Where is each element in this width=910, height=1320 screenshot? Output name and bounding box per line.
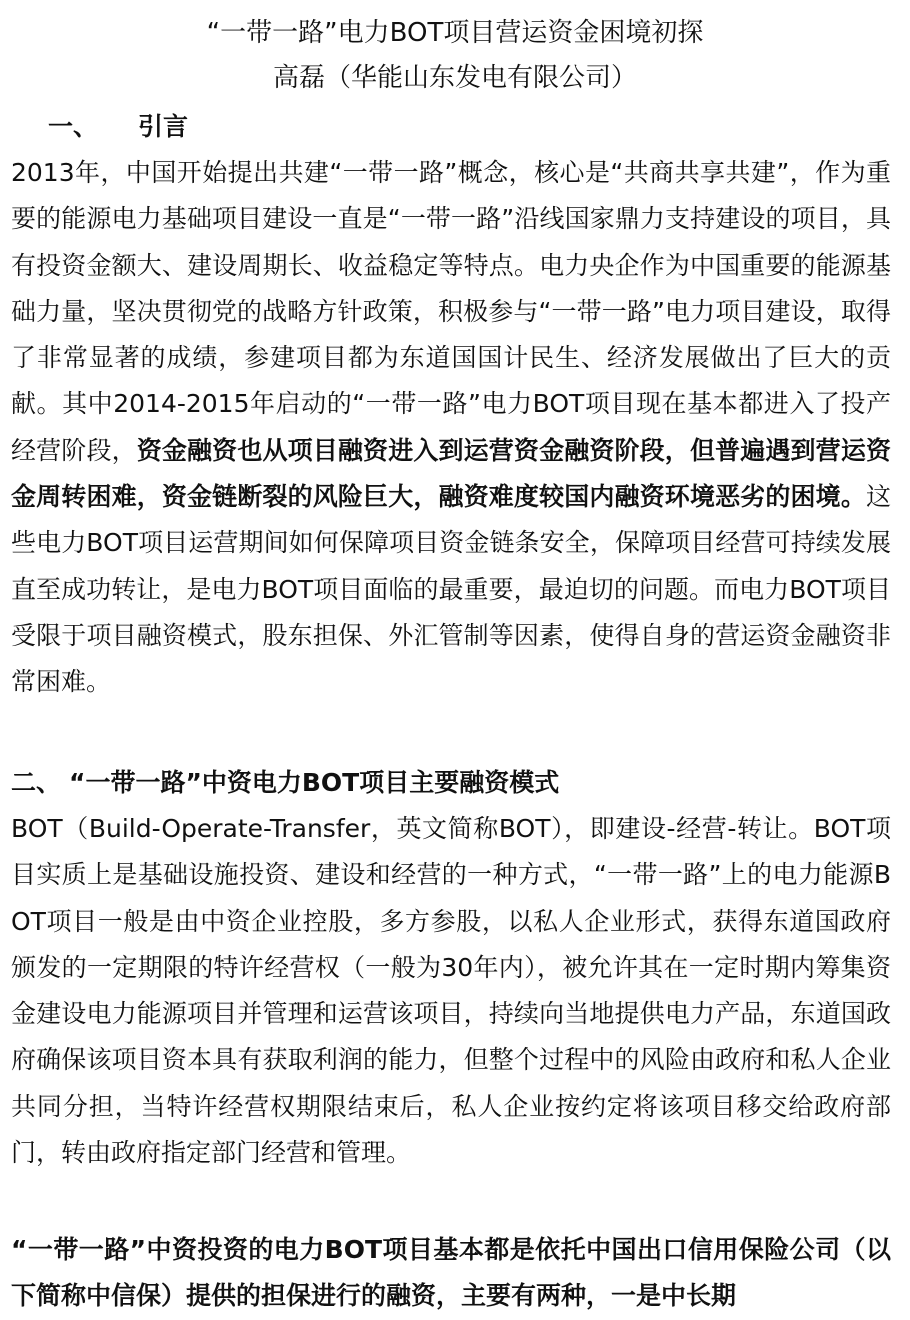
- section-heading-introduction: [48, 110, 188, 144]
- author-line: 高磊（华能山东发电有限公司）: [272, 63, 637, 93]
- document-title: “一带一路”电力BOT项目营运资金困境初探: [206, 18, 704, 48]
- section-number: 二、: [11, 768, 62, 797]
- intro-text-part1: 2013年，中国开始提出共建“一带一路”概念，核心是“共商共享共建”，作为重要的能源电力基础项目建设一直是“一带一路”沿线国家鼎力支持建设的项目，具有投资金额大、建设周期长、收益稳定等特点。电力央企作为中国重要的能源基础力量，坚决贯彻党的战略方针政策，积极参与“一带一路”电力项目建设，取得了非常显著的成绩，参建项目都为东道国国计民生、经济发展做出了巨大的贡献。其中2014-2015年启动的“一带一路”电力BOT项目现在基本都进入了投产经营阶段，: [11, 158, 891, 465]
- intro-bold-text: 资金融资也从项目融资进入到运营资金融资阶段，但普遍遇到营运资金周转困难，资金链断裂的风险巨大，融资难度较国内融资环境恶劣的困境。: [11, 435, 891, 512]
- financing-lead-paragraph: “一带一路”中资投资的电力BOT项目基本都是依托中国出口信用保险公司（以下简称中信保）提供的担保进行的融资，主要有两种，一是中长期: [11, 1235, 891, 1311]
- section-title: “一带一路”中资电力BOT项目主要融资模式: [69, 768, 560, 797]
- section-title: 引言: [138, 112, 189, 141]
- introduction-paragraph: [11, 150, 891, 706]
- section-number: 一、: [48, 112, 99, 141]
- bot-definition-paragraph: BOT（Build-Operate-Transfer，英文简称BOT），即建设-经营-转让。BOT项目实质上是基础设施投资、建设和经营的一种方式，“一带一路”上的电力能源BOT项目一般是由中资企业控股，多方参股，以私人企业形式，获得东道国政府颁发的一定期限的特许经营权（一般为30年内），被允许其在一定时期内筹集资金建设电力能源项目并管理和运营该项目，持续向当地提供电力产品，东道国政府确保该项目资本具有获取利润的能力，但整个过程中的风险由政府和私人企业共同分担，当特许经营权期限结束后，私人企业按约定将该项目移交给政府部门，转由政府指定部门经营和管理。: [11, 814, 891, 1168]
- intro-text-part2: 这些电力BOT项目运营期间如何保障项目资金链条安全，保障项目经营可持续发展直至成功转让，是电力BOT项目面临的最重要，最迫切的问题。而电力BOT项目受限于项目融资模式，股东担保、外汇管制等因素，使得自身的营运资金融资非常困难。: [11, 482, 891, 697]
- section-heading-financing-modes: [11, 766, 559, 800]
